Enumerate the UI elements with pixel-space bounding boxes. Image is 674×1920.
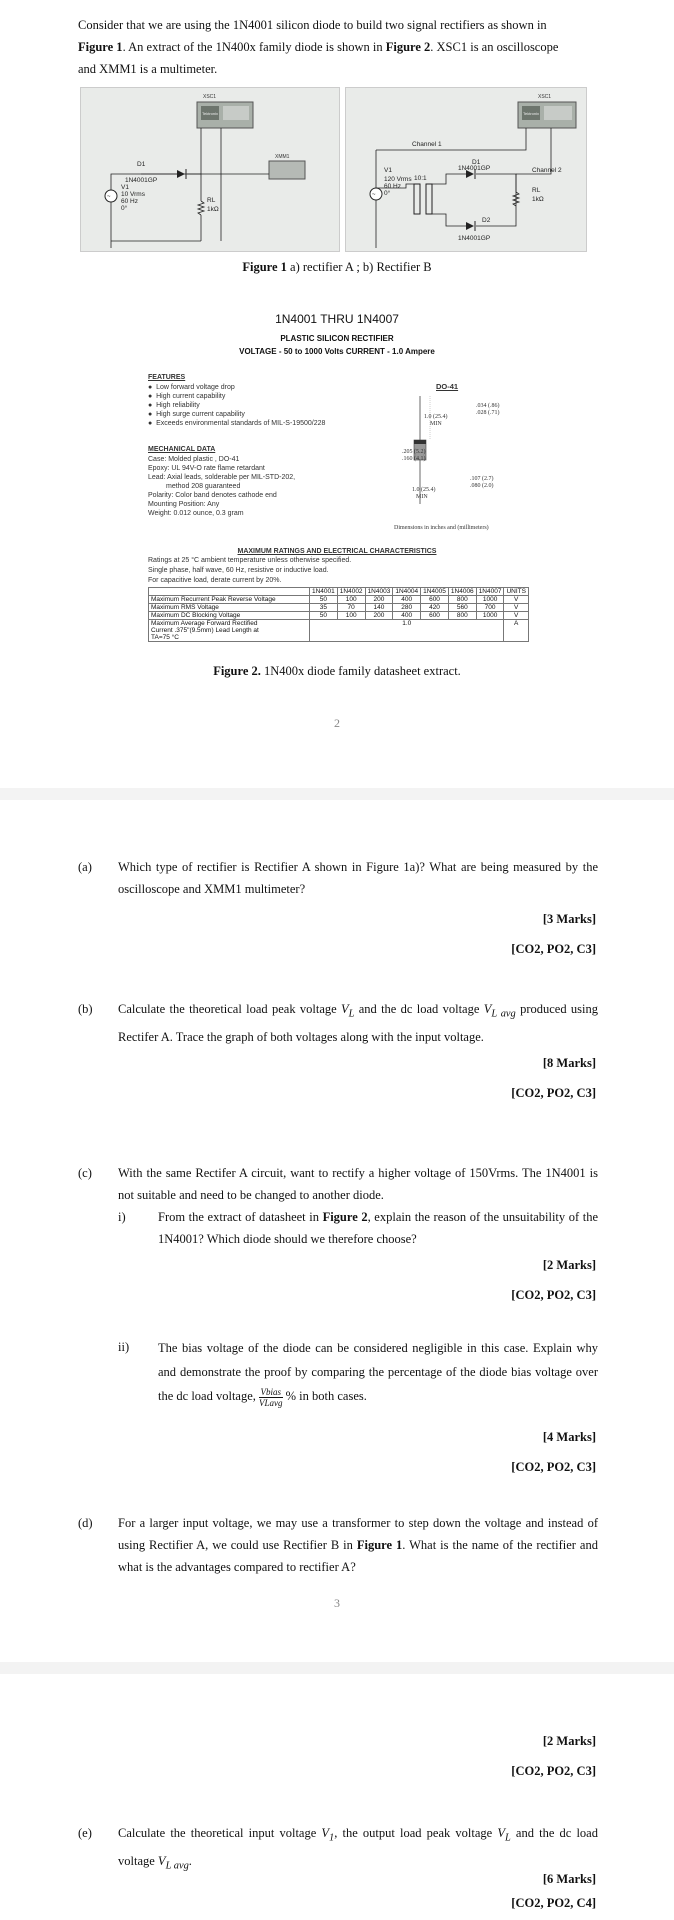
question-e-co: [CO2, PO2, C4]: [511, 1896, 596, 1910]
table-row: Maximum Recurrent Peak Reverse Voltage 50 100 200 400 600 800 1000 V: [149, 596, 529, 604]
rectifier-b-schematic: [346, 88, 586, 251]
multimeter-icon: [269, 161, 305, 179]
svg-text:~: ~: [107, 194, 111, 200]
feature-item: ● High current capability: [148, 393, 226, 400]
diode-icon: [177, 170, 185, 178]
ratings-heading: MAXIMUM RATINGS AND ELECTRICAL CHARACTERISTICS: [237, 548, 437, 555]
svg-text:1N4001GP: 1N4001GP: [125, 177, 158, 184]
svg-text:V1: V1: [384, 167, 392, 174]
svg-text:RL: RL: [207, 197, 216, 204]
mech-item: method 208 guaranteed: [166, 483, 241, 490]
page-3: [0, 800, 674, 1662]
diode-icon: [466, 222, 474, 230]
svg-text:120 Vrms: 120 Vrms: [384, 176, 412, 183]
question-a-co: [CO2, PO2, C3]: [511, 942, 596, 956]
mech-item: Case: Molded plastic , DO-41: [148, 456, 240, 463]
question-b-marks: [8 Marks]: [542, 1056, 596, 1070]
intro-paragraph: Consider that we are using the 1N4001 silicon diode to build two signal rectifiers as shown in Figure 1. An extract of the 1N400x family diode is shown in Figure 2. XSC1 is an oscilloscope and XMM1 is a multimeter.: [78, 18, 559, 76]
svg-text:Tektronix: Tektronix: [523, 111, 540, 116]
svg-text:1N4001GP: 1N4001GP: [458, 165, 491, 172]
svg-text:60 Hz: 60 Hz: [384, 183, 401, 190]
figure-2-caption: Figure 2. 1N400x diode family datasheet extract.: [213, 664, 461, 678]
feature-item: ● High surge current capability: [148, 411, 245, 418]
question-c-letter: (c): [78, 1166, 92, 1180]
mech-item: Weight: 0.012 ounce, 0.3 gram: [148, 510, 244, 517]
svg-text:Channel 2: Channel 2: [532, 167, 562, 174]
figure-1a-circuit: [80, 87, 340, 252]
svg-text:Tektronix: Tektronix: [202, 111, 219, 116]
page-4: [0, 1674, 674, 1920]
question-a-text: Which type of rectifier is Rectifier A shown in Figure 1a)? What are being measured by the oscilloscope and XMM1 multimeter?: [118, 860, 598, 896]
feature-item: ● High reliability: [148, 402, 200, 409]
svg-text:XMM1: XMM1: [275, 154, 290, 160]
resistor-icon: [198, 201, 204, 215]
figure-1b-circuit: [345, 87, 587, 252]
question-c-i-number: i): [118, 1210, 126, 1224]
question-c-i-marks: [2 Marks]: [542, 1258, 596, 1272]
datasheet-title: 1N4001 THRU 1N4007: [275, 312, 399, 326]
question-d-letter: (d): [78, 1516, 93, 1530]
ratings-table: [148, 587, 529, 642]
question-b-co: [CO2, PO2, C3]: [511, 1086, 596, 1100]
svg-text:10 Vrms: 10 Vrms: [121, 191, 145, 198]
datasheet-subtitle: PLASTIC SILICON RECTIFIER: [280, 334, 394, 343]
question-c-i-text: From the extract of datasheet in Figure 2, explain the reason of the unsuitability of the 1N4001? Which diode should we therefore choose?: [158, 1210, 599, 1246]
transformer-icon: [414, 184, 420, 214]
svg-text:D1: D1: [472, 159, 481, 166]
question-c-ii-marks: [4 Marks]: [542, 1430, 596, 1444]
question-a-marks: [3 Marks]: [542, 912, 596, 926]
svg-text:RL: RL: [532, 187, 541, 194]
svg-text:D1: D1: [137, 161, 146, 168]
feature-item: ● Low forward voltage drop: [148, 384, 235, 391]
mech-item: Mounting Position: Any: [148, 501, 220, 508]
svg-text:Channel 1: Channel 1: [412, 141, 442, 148]
svg-text:~: ~: [372, 192, 376, 198]
question-e-text: Calculate the theoretical input voltage $V_1$, the output load peak voltage $V_L$ and the dc load voltage $V_{L avg}$.: [118, 1826, 598, 1871]
question-d-co: [CO2, PO2, C3]: [511, 1764, 596, 1778]
svg-text:V1: V1: [121, 184, 129, 191]
mechanical-heading: MECHANICAL DATA: [148, 446, 216, 453]
question-d-marks: [2 Marks]: [542, 1734, 596, 1748]
package-label: DO-41: [436, 382, 459, 391]
mech-item: Polarity: Color band denotes cathode end: [148, 492, 277, 499]
bias-ratio-fraction: $\frac{\text{Vbias}}{\text{VLavg}}$: [259, 1386, 283, 1408]
dimensions-note: Dimensions in inches and (millimeters): [394, 525, 489, 531]
svg-text:D2: D2: [482, 217, 491, 224]
question-e-marks: [6 Marks]: [542, 1872, 596, 1886]
datasheet-voltage-line: VOLTAGE - 50 to 1000 Volts CURRENT - 1.0 Ampere: [239, 347, 435, 356]
svg-text:XSC1: XSC1: [203, 94, 217, 100]
question-c-i-co: [CO2, PO2, C3]: [511, 1288, 596, 1302]
ratings-note: Single phase, half wave, 60 Hz, resistive or inductive load.: [148, 567, 329, 574]
table-row: Maximum DC Blocking Voltage 50 100 200 400 600 800 1000 V: [149, 612, 529, 620]
page-number: 3: [334, 1596, 340, 1610]
feature-item: ● Exceeds environmental standards of MIL-S-19500/228: [148, 420, 326, 427]
question-c-ii-text: The bias voltage of the diode can be considered negligible in this case. Explain why and demonstrate the proof by comparing the percentage of the diode bias voltage over the dc load voltage, $\frac{\text{Vbias}}{\text{VLavg}}$ % in both cases.: [158, 1341, 598, 1408]
svg-text:1kΩ: 1kΩ: [207, 206, 219, 213]
question-d-text: For a larger input voltage, we may use a transformer to step down the voltage and instead of using Rectifier A, we could use Rectifier B in Figure 1. What is the name of the rectifier and what is the advantages compared to rectifier A?: [118, 1516, 598, 1574]
svg-text:1N4001GP: 1N4001GP: [458, 235, 491, 242]
page-2: Consider that we are using the 1N4001 silicon diode to build two signal rectifiers as shown in Figure 1. An extract of the 1N400x family diode is shown in Figure 2. XSC1 is an oscilloscope and XMM1 is a multimeter. XSC1 Tektronix XMM1 D1 1N4001GP ~ V1 10 Vrms 60 Hz 0° RL 1kΩ XSC1 Tektronix Channel 1 Channel 2 10:1 D1 1N4001GP D2 1N4001GP ~ V1 120 Vrms 60 Hz 0° RL 1kΩ Figure 1 a) rectifier A ; b) Rectifier B 1N4001 THRU 1N4007 PLASTIC SILICON RECTIFIER VOLTAGE - 50 to 1000 Volts CURRENT - 1.0 Ampere FEATURES ● Low forward voltage drop ● High current capability ● High reliability ● High surge current capability ● Exceeds environmental standards of MIL-S-19500/228 MECHANICAL DATA Case: Molded plastic , DO-41 Epoxy: UL 94V-O rate flame retardant Lead: Axial leads, solderable per MIL-STD-202, method 208 guaranteed Polarity: Color band denotes cathode end Mounting Position: Any Weight: 0.012 ounce, 0.3 gram DO-41 1.0 (25.4) MIN .034 (.86) .028 (.71) .205 (5.2) .160 (4.1) .107 (2.7) .080 (2.0) 1.0 (25.4) MIN Dimensions in inches and (millimeters) MAXIMUM RATINGS AND ELECTRICAL CHARACTERISTICS Ratings at 25 °C ambient temperature unless otherwise specified. Single phase, half wave, 60 Hz, resistive or inductive load. For capacitive load, derate current by 20%. 1N4001 1N4002 1N4003 1N4004 1N4005 1N4006 1N4007 UNITS Maximum Recurrent Peak Reverse Voltage 50 100 200 400 600 800 1000 V Maximum RMS Voltage 35 70 140 280 420 560 700 V Maximum DC Blocking Voltage 50 100 200 400 600 800 1000 V Maximum Average Forward Rectified Current .375"(9.5mm) Lead Length at TA=75 °C 1.0 A Figure 2. 1N400x diode family datasheet extract. 2: [0, 0, 674, 788]
mech-item: Lead: Axial leads, solderable per MIL-STD-202,: [148, 474, 296, 481]
svg-text:60 Hz: 60 Hz: [121, 198, 138, 205]
page-number: 2: [334, 716, 340, 730]
question-e-letter: (e): [78, 1826, 92, 1840]
question-b-letter: (b): [78, 1002, 93, 1016]
table-header-row: 1N4001 1N4002 1N4003 1N4004 1N4005 1N4006 1N4007 UNITS: [149, 588, 529, 596]
ratings-note: Ratings at 25 °C ambient temperature unless otherwise specified.: [148, 557, 352, 564]
table-row: Maximum Average Forward Rectified Current .375"(9.5mm) Lead Length at TA=75 °C 1.0 A: [149, 620, 529, 642]
mech-item: Epoxy: UL 94V-O rate flame retardant: [148, 465, 265, 472]
svg-text:10:1: 10:1: [414, 175, 427, 182]
rectifier-a-schematic: [81, 88, 339, 251]
svg-text:1kΩ: 1kΩ: [532, 196, 544, 203]
question-c-text: With the same Rectifer A circuit, want to rectify a higher voltage of 150Vrms. The 1N4001 is not suitable and need to be changed to another diode.: [118, 1166, 598, 1202]
question-c-ii-co: [CO2, PO2, C3]: [511, 1460, 596, 1474]
figure-1-caption: Figure 1 a) rectifier A ; b) Rectifier B: [242, 260, 432, 274]
question-b-text: Calculate the theoretical load peak voltage $V_L$ and the dc load voltage $V_{L avg}$ produced using Rectifer A. Trace the graph of both voltages along with the input voltage.: [118, 1002, 598, 1044]
question-a-letter: (a): [78, 860, 92, 874]
svg-text:XSC1: XSC1: [538, 94, 552, 100]
question-c-ii-number: ii): [118, 1340, 130, 1354]
table-row: Maximum RMS Voltage 35 70 140 280 420 560 700 V: [149, 604, 529, 612]
features-heading: FEATURES: [148, 374, 186, 381]
svg-text:0°: 0°: [121, 205, 128, 212]
svg-text:0°: 0°: [384, 190, 391, 197]
ratings-note: For capacitive load, derate current by 20%.: [148, 577, 282, 584]
